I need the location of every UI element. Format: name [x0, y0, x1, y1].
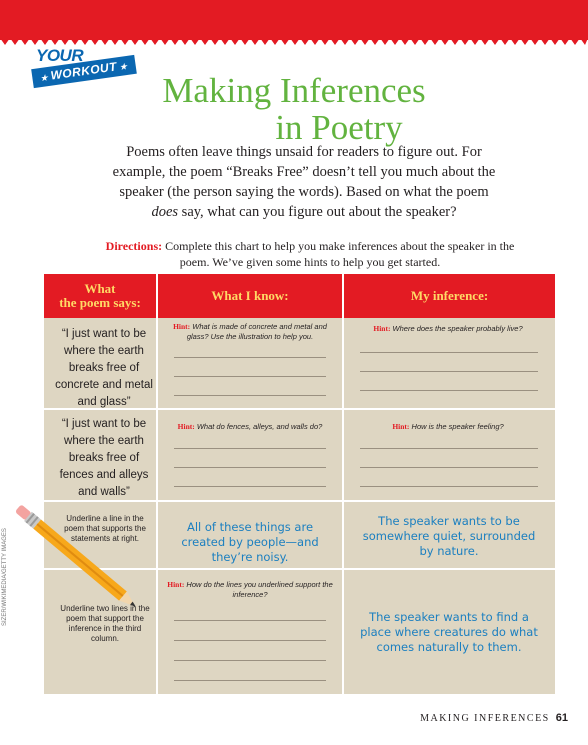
writing-line[interactable] [360, 390, 538, 391]
zigzag-edge [0, 38, 588, 46]
instruction-underline-two: Underline two lines in the poem that support the inference in the third column. [60, 604, 150, 643]
header-my-inference: My inference: [344, 274, 555, 318]
title-line-2: in Poetry [275, 108, 403, 147]
writing-line[interactable] [174, 486, 326, 487]
hint-label: Hint: [177, 422, 195, 431]
hint-text: What is made of concrete and metal and glass? Use the illustration to help you. [186, 322, 327, 341]
writing-line[interactable] [174, 640, 326, 641]
column-divider [342, 274, 344, 694]
writing-line[interactable] [360, 448, 538, 449]
hint-label: Hint: [167, 580, 185, 589]
header-col1-line1: What [84, 281, 116, 296]
writing-line[interactable] [174, 620, 326, 621]
directions [100, 238, 520, 270]
sample-answer-what-i-know: All of these things are created by people—and they’re noisy. [181, 520, 319, 564]
footer-section: MAKING INFERENCES [420, 713, 550, 724]
page-footer [420, 712, 568, 724]
badge-workout-text: WORKOUT [49, 59, 118, 83]
hint-text: How is the speaker feeling? [409, 422, 504, 431]
intro-text-b: say, what can you figure out about the speaker? [178, 204, 457, 220]
writing-line[interactable] [174, 660, 326, 661]
star-icon: ★ [116, 61, 128, 73]
hint-text: Where does the speaker probably live? [390, 324, 523, 333]
intro-emphasis: does [151, 204, 179, 220]
writing-line[interactable] [360, 486, 538, 487]
intro-paragraph [108, 142, 500, 222]
hint-text: What do fences, alleys, and walls do? [194, 422, 323, 431]
directions-text: Complete this chart to help you make inferences about the speaker in the poem. We’ve given some hints to help you get started. [162, 239, 515, 269]
hint-what-i-know-1 [164, 322, 336, 342]
hint-label: Hint: [373, 324, 391, 333]
writing-line[interactable] [174, 357, 326, 358]
directions-label: Directions: [105, 239, 163, 253]
instruction-underline-one: Underline a line in the poem that supports the statements at right. [64, 514, 146, 543]
poem-quote-1: “I just want to be where the earth breaks free of concrete and metal and glass” [55, 328, 153, 408]
star-icon: ★ [39, 72, 52, 84]
hint-label: Hint: [392, 422, 410, 431]
badge-your: YOUR [36, 46, 84, 65]
intro-text-a: Poems often leave things unsaid for readers to figure out. For example, the poem “Breaks Free” doesn’t tell you much about the speaker (the person saying the words). Based on what the poem [112, 144, 496, 200]
writing-line[interactable] [174, 680, 326, 681]
header-col1-line2: the poem says: [59, 295, 141, 310]
page-number: 61 [555, 712, 568, 724]
writing-line[interactable] [360, 371, 538, 372]
hint-what-i-know-2 [164, 422, 336, 432]
writing-line[interactable] [174, 395, 326, 396]
sample-answer-inference-4: The speaker wants to find a place where creatures do what comes naturally to them. [360, 610, 538, 654]
pencil-illustration [10, 498, 160, 638]
writing-line[interactable] [174, 376, 326, 377]
writing-line[interactable] [360, 467, 538, 468]
writing-line[interactable] [174, 448, 326, 449]
hint-inference-2 [348, 422, 548, 432]
writing-line[interactable] [360, 352, 538, 353]
writing-line[interactable] [174, 467, 326, 468]
top-red-band [0, 0, 588, 40]
poem-quote-2: “I just want to be where the earth breaks free of fences and alleys and walls” [59, 418, 149, 498]
hint-text: How do the lines you underlined support the inference? [184, 580, 333, 599]
hint-label: Hint: [173, 322, 191, 331]
photo-credit: SIZER/WIKIMEDIA/GETTY IMAGES [2, 528, 8, 626]
page-title [0, 72, 588, 146]
hint-what-i-know-4 [164, 580, 336, 600]
header-what-poem-says [44, 274, 156, 318]
hint-inference-1 [348, 324, 548, 334]
header-what-i-know: What I know: [158, 274, 342, 318]
sample-answer-inference: The speaker wants to be somewhere quiet, surrounded by nature. [362, 514, 536, 558]
title-line-1: Making Inferences [162, 71, 426, 110]
